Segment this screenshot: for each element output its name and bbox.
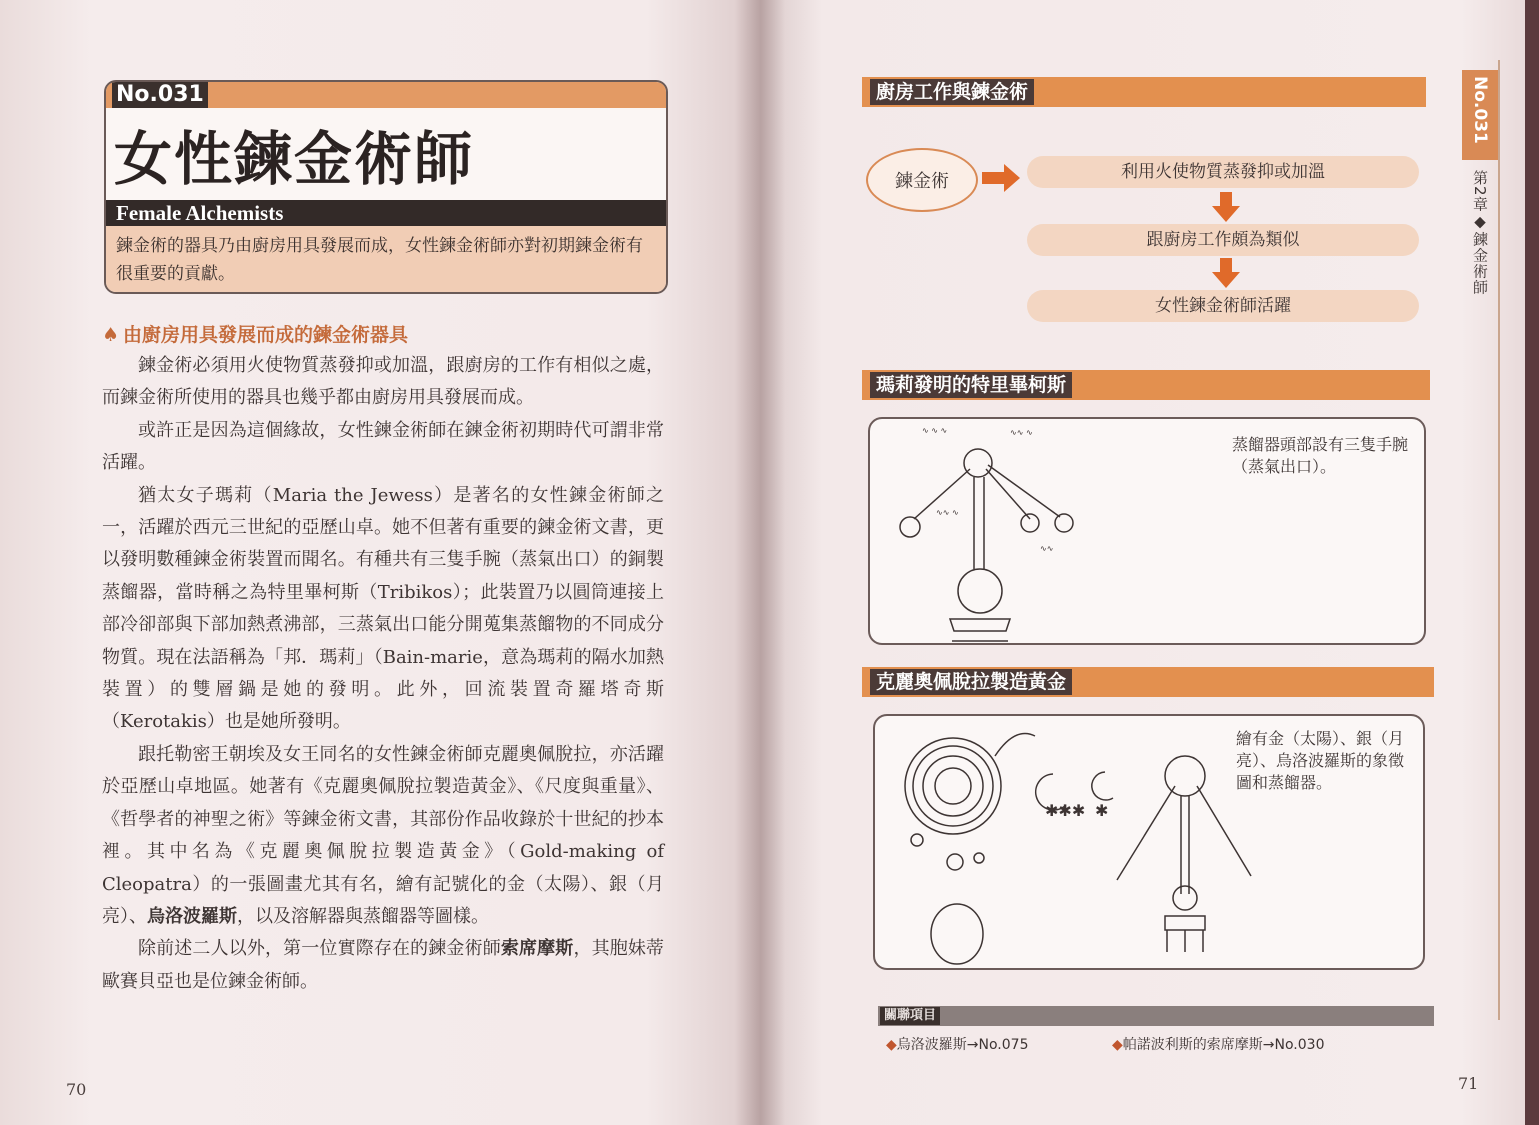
figure2-caption: 繪有金（太陽）、銀（月亮）、烏洛波羅斯的象徵圖和蒸餾器。 <box>1236 729 1405 792</box>
paragraph: 鍊金術必須用火使物質蒸發抑或加溫，跟廚房的工作有相似之處，而鍊金術所使用的器具也幾乎都由廚房用具發展而成。 <box>102 355 664 409</box>
left-page <box>0 0 760 1125</box>
page-title: 女性鍊金術師 <box>114 125 475 193</box>
section-heading <box>102 320 408 347</box>
body-text <box>102 350 664 998</box>
arrow-right-icon <box>982 164 1022 192</box>
svg-text:∿∿: ∿∿ <box>1040 544 1054 553</box>
related-link-zosimos[interactable] <box>1112 1034 1324 1054</box>
svg-text:∿∿ ∿: ∿∿ ∿ <box>1010 428 1033 437</box>
svg-text:∿ ∿ ∿: ∿ ∿ ∿ <box>922 426 948 435</box>
side-rule <box>1498 60 1500 1020</box>
flow-step: 跟廚房工作頗為類似 <box>1027 224 1419 256</box>
paragraph-text: 除前述二人以外，第一位實際存在的鍊金術師 <box>138 938 501 960</box>
section-bar-title: 瑪莉發明的特里畢柯斯 <box>870 372 1072 398</box>
side-tab-text: No.031 <box>1470 76 1490 144</box>
paragraph <box>102 933 664 998</box>
paragraph-text: ，以及溶解器與蒸餾器等圖樣。 <box>237 905 489 927</box>
figure1-caption: 蒸餾器頭部設有三隻手腕（蒸氣出口）。 <box>1232 435 1409 476</box>
book-cover-edge <box>1525 0 1539 1125</box>
svg-text:✱✱✱: ✱✱✱ <box>1045 801 1086 820</box>
bold-term: 索席摩斯 <box>500 938 574 960</box>
paragraph-text: 跟托勒密王朝埃及女王同名的女性鍊金術師克麗奧佩脫拉，亦活躍於亞歷山卓地區。她著有《克麗奧佩脫拉製造黃金》、《尺度與重量》、《哲學者的神聖之術》等鍊金術文書，其部份作品收錄於十世紀的抄本裡。其中名為《克麗奧佩脫拉製造黃金》（Gold-making of Cleopatra）的一張圖畫尤其有名，繪有記號化的金（太陽）、銀（月亮）、 <box>102 743 664 927</box>
flow-step: 利用火使物質蒸發抑或加溫 <box>1027 156 1419 188</box>
svg-text:∿∿ ∿: ∿∿ ∿ <box>936 508 959 517</box>
section-bar-tribikos <box>862 370 1430 400</box>
diamond-icon: ◆ <box>1112 1037 1123 1053</box>
chapter-label: 第2章◆鍊金術師 <box>1471 170 1489 296</box>
paragraph-text: ，其胞妹蒂歐賽貝亞也是位鍊金術師。 <box>102 938 665 992</box>
related-items-bar <box>878 1006 1434 1026</box>
section-bar-title: 廚房工作與鍊金術 <box>870 79 1034 105</box>
related-link-text: 烏洛波羅斯→No.075 <box>896 1037 1029 1053</box>
book-spine <box>735 0 785 1125</box>
svg-text:✱: ✱ <box>1095 801 1109 820</box>
paragraph: 或許正是因為這個緣故，女性鍊金術師在鍊金術初期時代可謂非常活躍。 <box>102 419 664 474</box>
section-bar-cleopatra <box>862 667 1434 697</box>
arrow-down-icon <box>1212 258 1240 288</box>
lead-summary: 鍊金術的器具乃由廚房用具發展而成，女性鍊金術師亦對初期鍊金術有很重要的貢獻。 <box>106 226 666 292</box>
arrow-down-icon <box>1212 192 1240 222</box>
related-link-ouroboros[interactable] <box>886 1034 1028 1054</box>
bold-term: 烏洛波羅斯 <box>147 905 237 927</box>
article-header <box>104 80 668 294</box>
page-number-right: 71 <box>1458 1074 1479 1093</box>
section-heading-text: 由廚房用具發展而成的鍊金術器具 <box>123 324 409 346</box>
spade-icon: ♠ <box>102 324 120 346</box>
section-bar-kitchen <box>862 77 1426 107</box>
flow-start-oval: 鍊金術 <box>866 148 978 212</box>
diamond-icon: ◆ <box>886 1037 897 1053</box>
flow-step: 女性鍊金術師活躍 <box>1027 290 1419 322</box>
english-subtitle: Female Alchemists <box>106 200 666 226</box>
page-number-left: 70 <box>66 1080 87 1099</box>
article-number: No.031 <box>112 82 208 108</box>
related-link-text: 帕諾波利斯的索席摩斯→No.030 <box>1122 1037 1325 1053</box>
paragraph <box>102 739 664 933</box>
section-bar-title: 克麗奧佩脫拉製造黃金 <box>870 669 1072 695</box>
related-label: 關聯項目 <box>880 1007 940 1025</box>
side-tab <box>1462 70 1498 160</box>
paragraph: 猶太女子瑪莉（Maria the Jewess）是著名的女性鍊金術師之一，活躍於西元三世紀的亞歷山卓。她不但著有重要的鍊金術文書，更以發明數種鍊金術裝置而聞名。有種共有三隻手腕（蒸氣出口）的銅製蒸餾器，當時稱之為特里畢柯斯（Tribikos）；此裝置乃以圓筒連接上部冷卻部與下部加熱煮沸部，三蒸氣出口能分開蒐集蒸餾物的不同成分物質。現在法語稱為「邦．瑪莉」（Bain-marie，意為瑪莉的隔水加熱裝置）的雙層鍋是她的發明。此外，回流裝置奇羅塔奇斯（Kerotakis）也是她所發明。 <box>102 484 664 733</box>
